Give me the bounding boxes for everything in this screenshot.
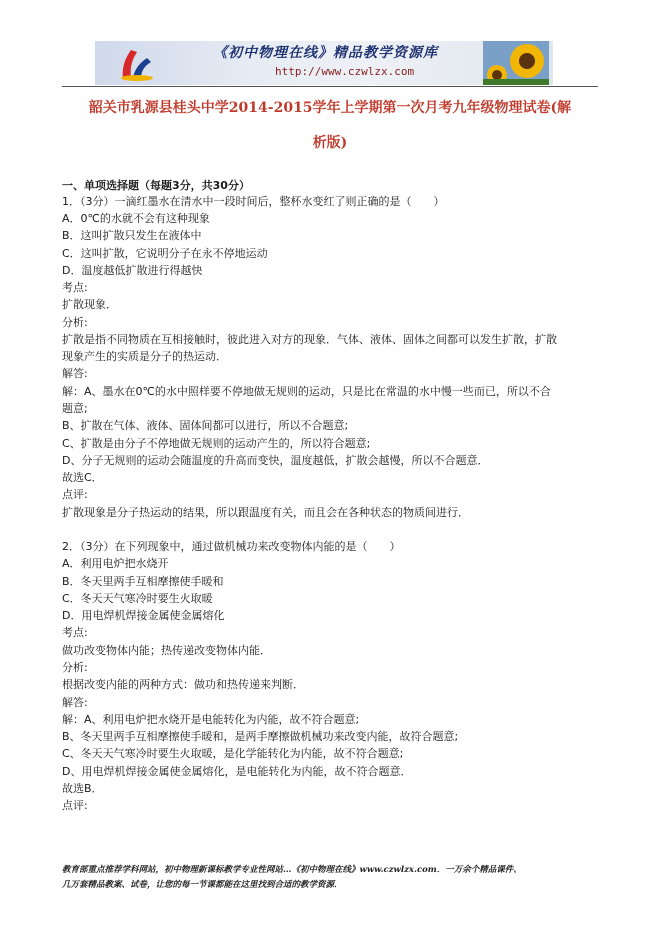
site-banner[interactable]	[95, 41, 553, 85]
question-2-jieda-line: 解：A、利用电炉把水烧开是电能转化为内能，故不符合题意;	[62, 713, 360, 726]
header-divider	[62, 86, 598, 87]
question-2-option-b: B．冬天里两手互相摩擦使手暖和	[62, 575, 224, 588]
question-1-kaodian-label: 考点:	[62, 281, 88, 294]
question-2-fenxi-label: 分析:	[62, 661, 88, 674]
question-2-jieda-label: 解答:	[62, 696, 88, 709]
question-1-fenxi-line: 现象产生的实质是分子的热运动．	[62, 350, 227, 363]
question-2-jieda-line: D、用电焊机焊接金属使金属熔化，是电能转化为内能，故不符合题意．	[62, 765, 412, 778]
sunflower-image	[483, 41, 549, 85]
question-2-jieda-line: C、冬天天气寒冷时要生火取暖，是化学能转化为内能，故不符合题意;	[62, 747, 404, 760]
question-1-dianping: 扩散现象是分子热运动的结果，所以跟温度有关，而且会在各种状态的物质间进行．	[62, 506, 469, 519]
question-2-jieda-line: B、冬天里两手互相摩擦使手暖和，是两手摩擦做机械功来改变内能，故符合题意;	[62, 730, 459, 743]
question-1-jieda-label: 解答:	[62, 367, 88, 380]
question-1-option-a: A．0℃的水就不会有这种现象	[62, 212, 210, 225]
question-1-jieda-line: D、分子无规则的运动会随温度的升高而变快，温度越低，扩散会越慢，所以不合题意．	[62, 454, 489, 467]
page-title-continued: 析版)	[312, 135, 348, 151]
question-1-stem: 1．（3分）一滴红墨水在清水中一段时间后，整杯水变红了则正确的是（ ）	[62, 195, 445, 208]
question-1-option-b: B．这叫扩散只发生在液体中	[62, 229, 202, 242]
question-1-answer: 故选C．	[62, 471, 103, 484]
question-1-dianping-label: 点评:	[62, 488, 88, 501]
question-2-dianping-label: 点评:	[62, 799, 88, 812]
question-1-jieda-line: 题意;	[62, 402, 88, 415]
question-1-jieda-line: B、扩散在气体、液体、固体间都可以进行，所以不合题意;	[62, 419, 349, 432]
banner-slogan: 《初中物理在线》精品教学资源库	[213, 45, 438, 61]
question-2-stem: 2．（3分）在下列现象中，通过做机械功来改变物体内能的是（ ）	[62, 540, 401, 553]
question-2-kaodian-label: 考点:	[62, 626, 88, 639]
footer-line: 教育部重点推荐学科网站，初中物理新课标教学专业性网站…《初中物理在线》www.czwlzx.com．一万余个精品课件、	[62, 865, 522, 875]
question-1-option-c: C．这叫扩散，它说明分子在永不停地运动	[62, 247, 268, 260]
question-1-fenxi-line: 扩散是指不同物质在互相接触时，彼此进入对方的现象．气体、液体、固体之间都可以发生扩散，扩散	[62, 333, 557, 346]
question-2-answer: 故选B．	[62, 782, 103, 795]
question-1-jieda-line: C、扩散是由分子不停地做无规则的运动产生的，所以符合题意;	[62, 437, 371, 450]
page-title: 韶关市乳源县桂头中学2014-2015学年上学期第一次月考九年级物理试卷(解	[88, 100, 572, 116]
question-2-fenxi-line: 根据改变内能的两种方式：做功和热传递来判断．	[62, 678, 304, 691]
question-2-option-c: C．冬天天气寒冷时要生火取暖	[62, 592, 213, 605]
question-1-option-d: D．温度越低扩散进行得越快	[62, 264, 203, 277]
banner-url[interactable]: http://www.czwlzx.com	[275, 65, 415, 78]
footer-line: 几万套精品教案、试卷，让您的每一节课都能在这里找到合适的教学资源．	[62, 880, 343, 890]
question-2-option-a: A．利用电炉把水烧开	[62, 557, 169, 570]
question-2-option-d: D．用电焊机焊接金属使金属熔化	[62, 609, 225, 622]
question-2-kaodian: 做功改变物体内能；热传递改变物体内能．	[62, 644, 271, 657]
question-1-fenxi-label: 分析:	[62, 316, 88, 329]
question-1-jieda-line: 解：A、墨水在0℃的水中照样要不停地做无规则的运动，只是比在常温的水中慢一些而已，所以不合	[62, 385, 551, 398]
section-heading: 一、单项选择题（每题3分，共30分）	[62, 179, 250, 192]
question-1-kaodian: 扩散现象．	[62, 298, 117, 311]
site-logo-icon	[117, 44, 157, 82]
